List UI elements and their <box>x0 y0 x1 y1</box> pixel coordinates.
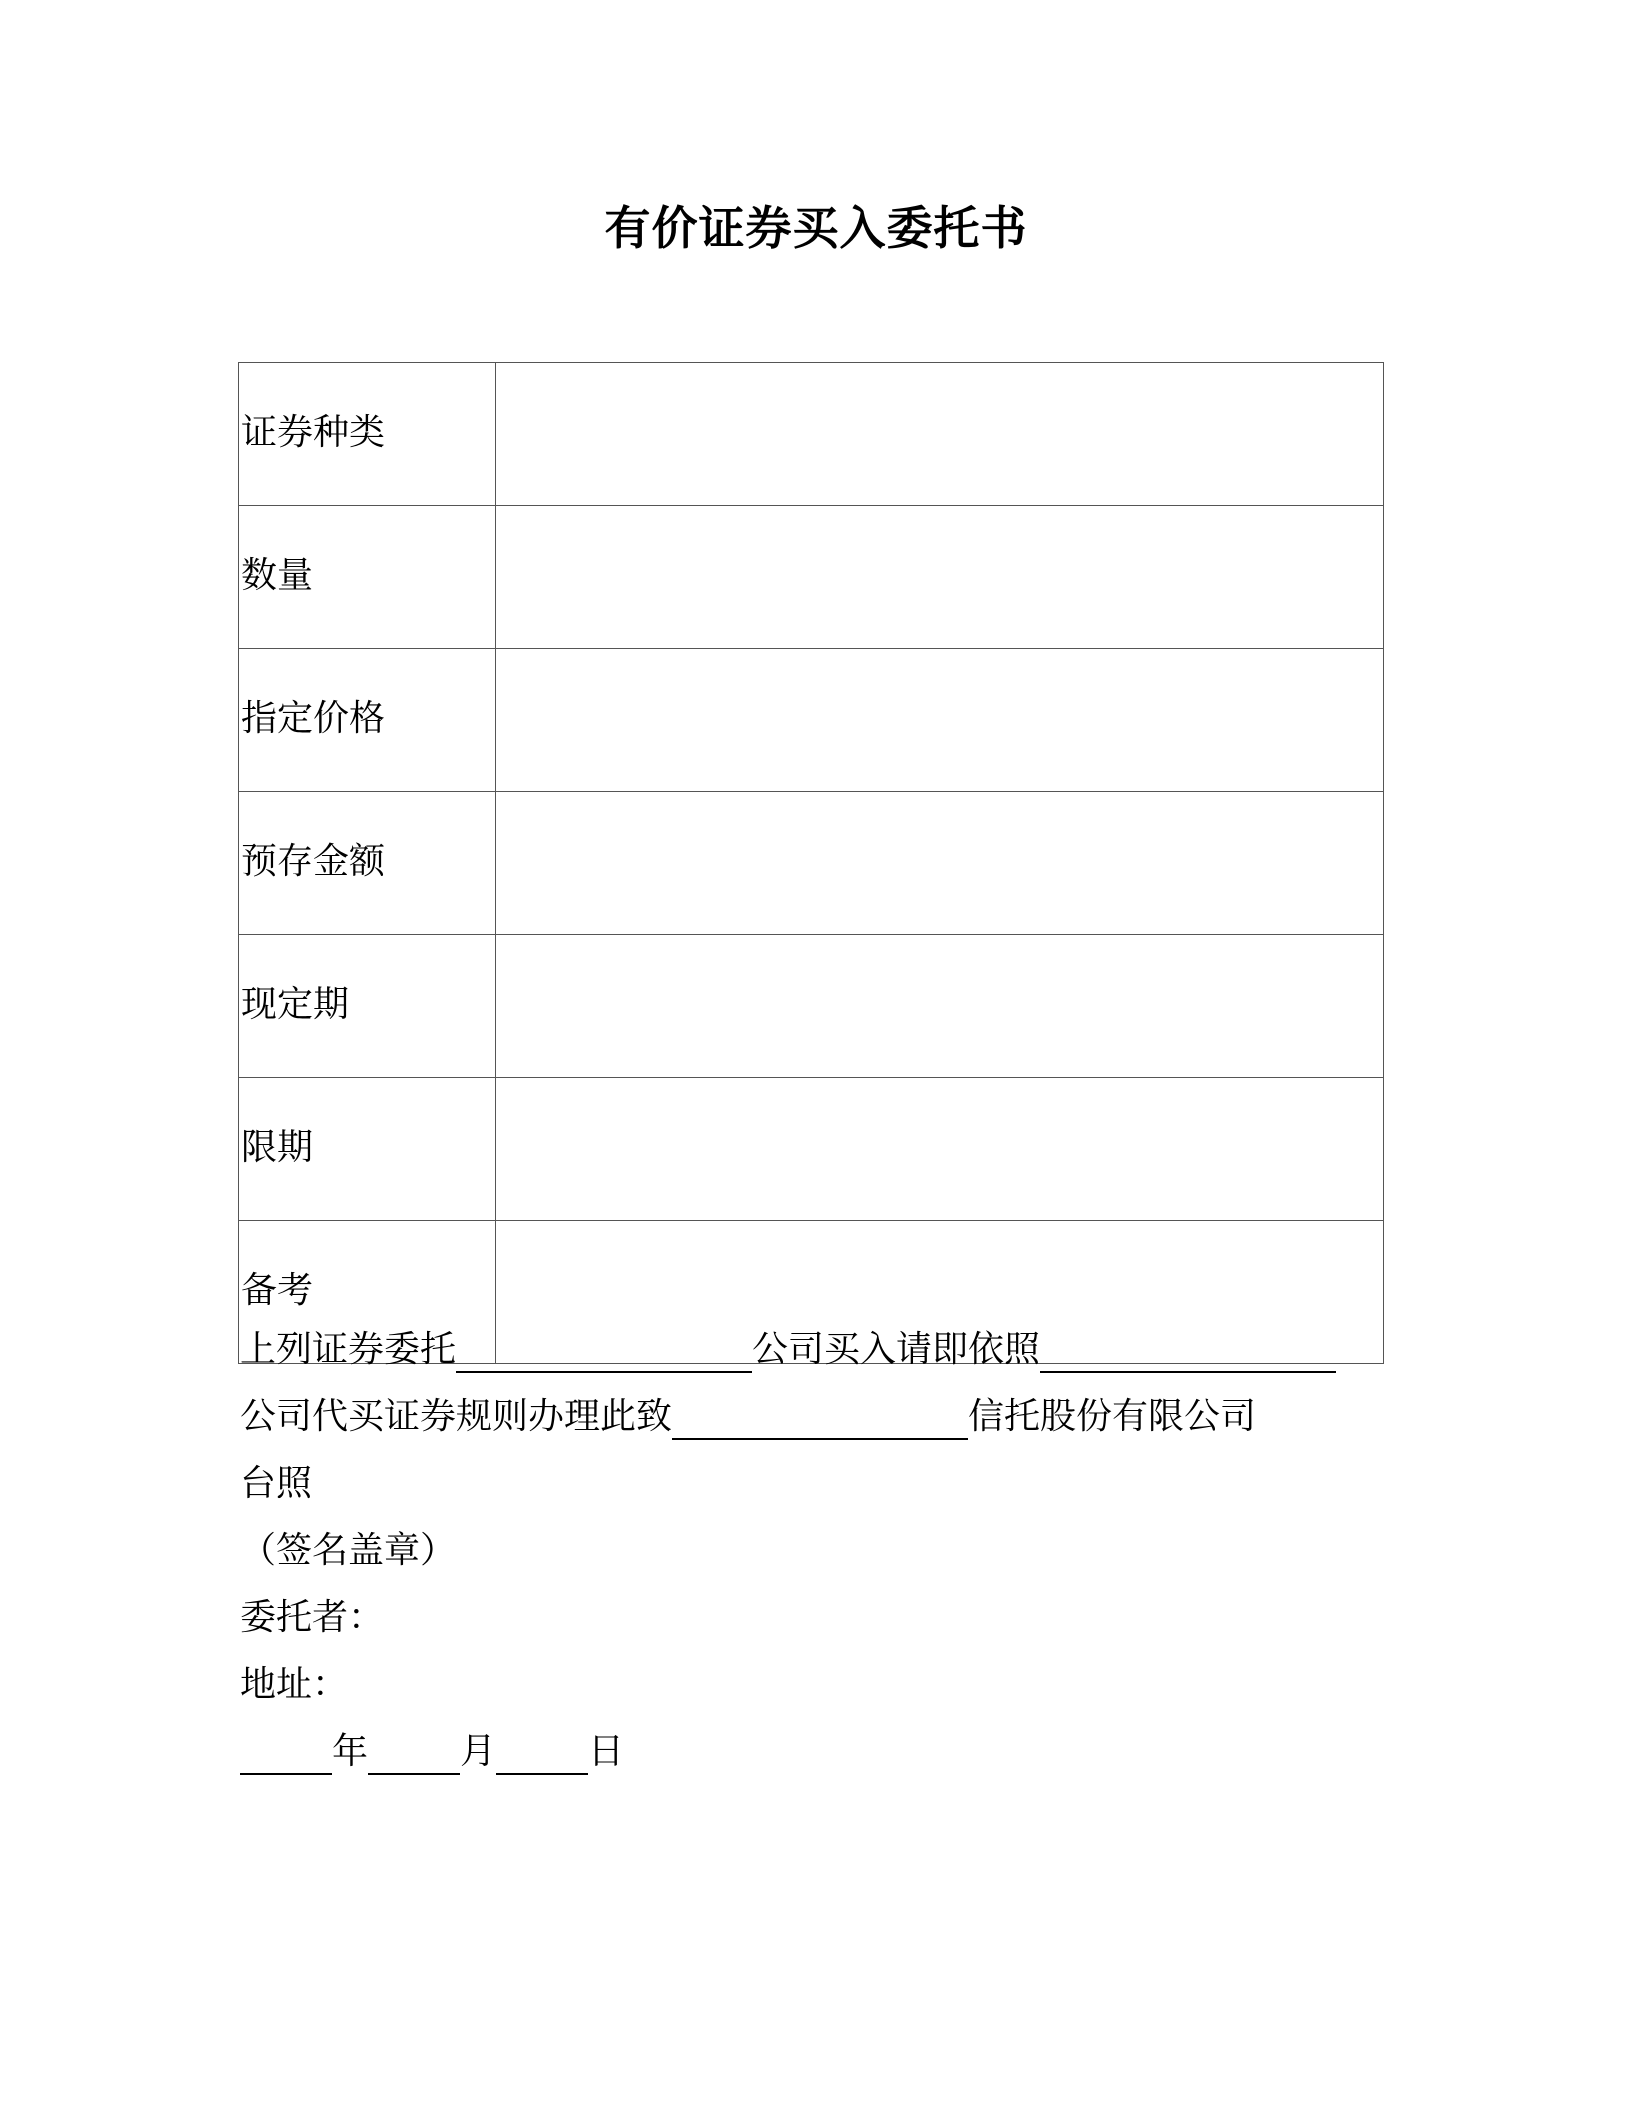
label-securities-type: 证券种类 <box>239 363 496 506</box>
label-specified-price: 指定价格 <box>239 649 496 792</box>
label-quantity: 数量 <box>239 506 496 649</box>
statement-text: 上列证券委托 <box>240 1329 457 1370</box>
label-current-period: 现定期 <box>239 935 496 1078</box>
label-time-limit: 限期 <box>239 1078 496 1221</box>
year-blank[interactable] <box>240 1735 332 1775</box>
value-time-limit[interactable] <box>496 1078 1384 1221</box>
document-title: 有价证券买入委托书 <box>604 201 1028 255</box>
rules-company-blank[interactable] <box>1040 1333 1336 1373</box>
month-label: 月 <box>460 1731 497 1772</box>
day-label: 日 <box>588 1731 625 1772</box>
statement-text: 信托股份有限公司 <box>968 1396 1257 1437</box>
entrustment-statement <box>240 1316 1400 1785</box>
signature-seal-note: （签名盖章） <box>240 1530 457 1571</box>
year-label: 年 <box>332 1731 369 1772</box>
table-row <box>239 792 1384 935</box>
statement-line-3: 台照 <box>240 1463 313 1504</box>
table-row <box>239 1078 1384 1221</box>
entruster-label: 委托者： <box>240 1597 385 1638</box>
value-securities-type[interactable] <box>496 363 1384 506</box>
table-row <box>239 935 1384 1078</box>
table-row <box>239 506 1384 649</box>
month-blank[interactable] <box>368 1735 460 1775</box>
label-remarks: 备考 <box>239 1221 496 1364</box>
statement-text: 公司代买证券规则办理此致 <box>240 1396 673 1437</box>
trust-company-blank[interactable] <box>672 1400 968 1440</box>
statement-text: 公司买入请即依照 <box>752 1329 1041 1370</box>
statement-line-2 <box>240 1383 1400 1450</box>
address-label: 地址： <box>240 1664 349 1705</box>
label-deposit-amount: 预存金额 <box>239 792 496 935</box>
value-specified-price[interactable] <box>496 649 1384 792</box>
date-line <box>240 1718 1400 1785</box>
table-row <box>239 649 1384 792</box>
value-deposit-amount[interactable] <box>496 792 1384 935</box>
company-name-blank[interactable] <box>456 1333 752 1373</box>
value-current-period[interactable] <box>496 935 1384 1078</box>
securities-form-table <box>238 362 1384 1364</box>
statement-line-1 <box>240 1316 1400 1383</box>
day-blank[interactable] <box>496 1735 588 1775</box>
value-quantity[interactable] <box>496 506 1384 649</box>
table-row <box>239 363 1384 506</box>
